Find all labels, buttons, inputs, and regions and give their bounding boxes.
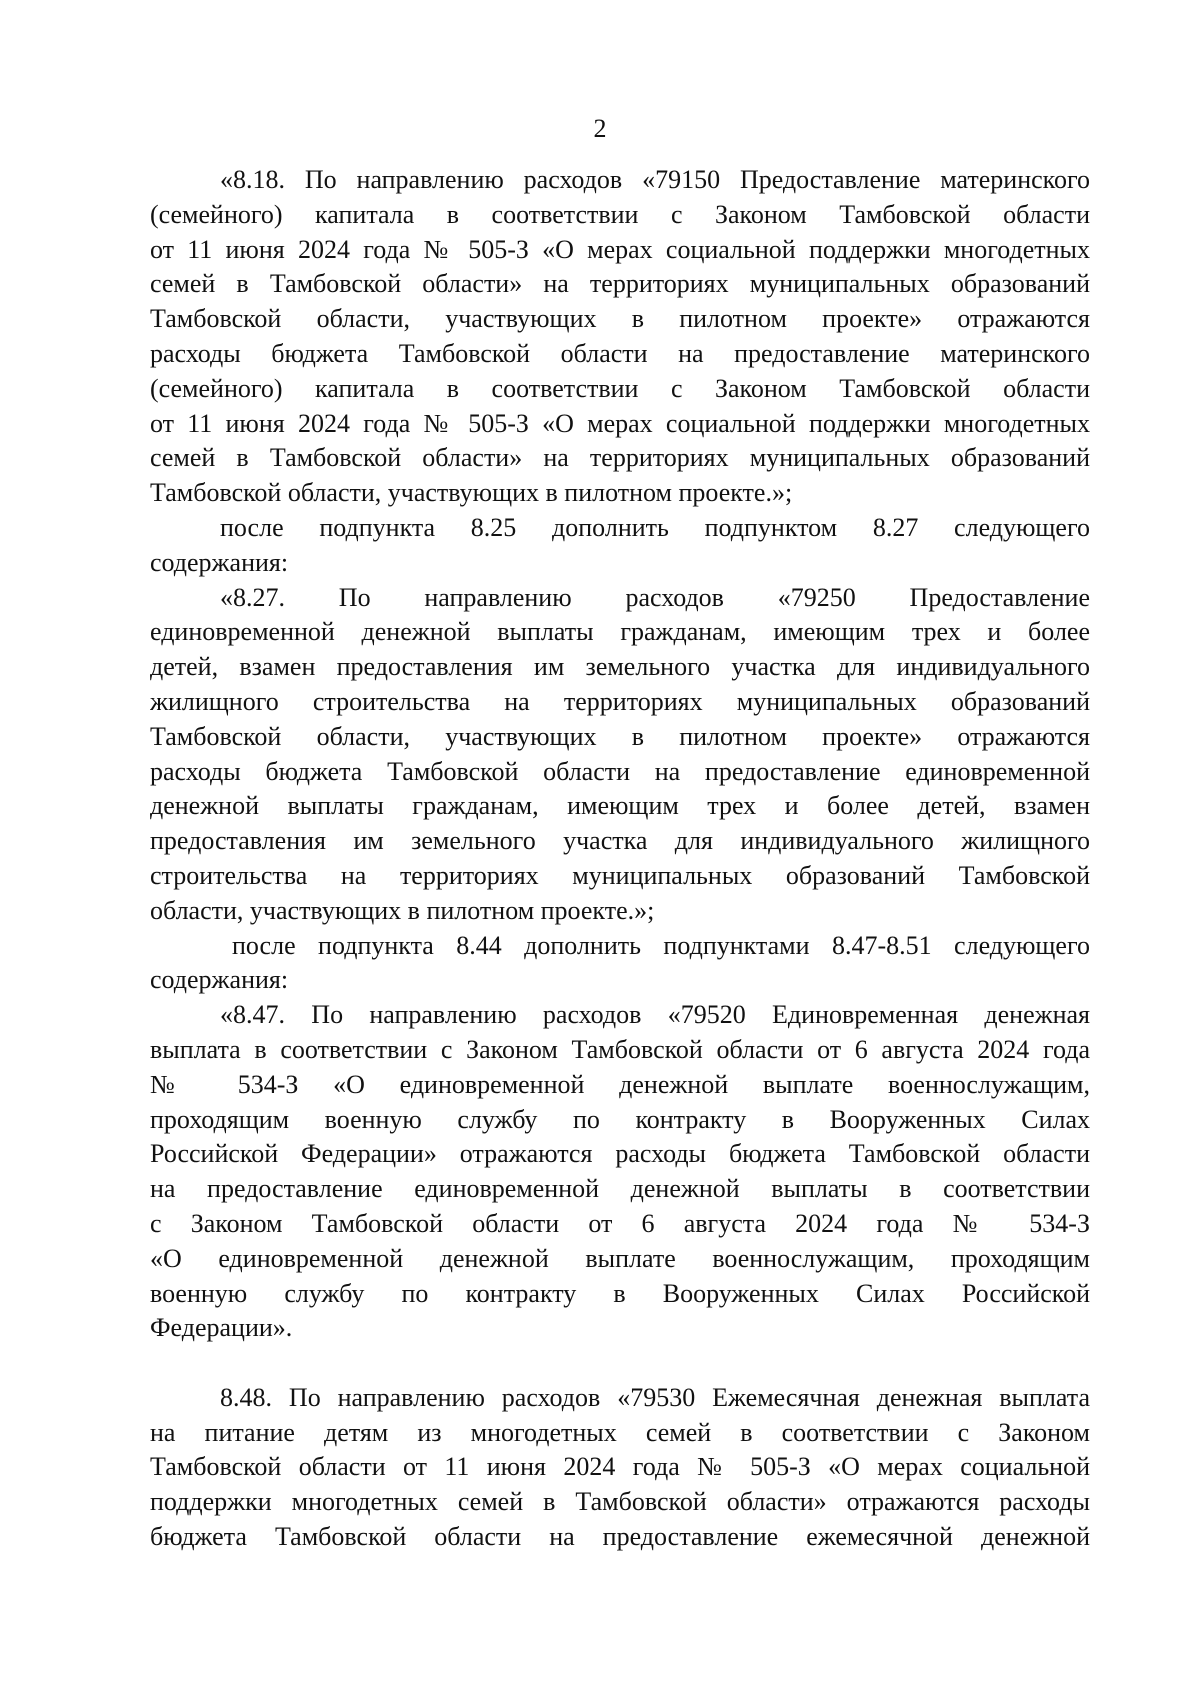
text-line: выплата в соответствии с Законом Тамбовской области от 6 августа 2024 года bbox=[150, 1034, 1090, 1064]
text-line: строительства на территориях муниципальных образований Тамбовской bbox=[150, 860, 1090, 890]
text-line: после подпункта 8.44 дополнить подпунктами 8.47-8.51 следующего bbox=[232, 930, 1090, 960]
text-line: жилищного строительства на территориях муниципальных образований bbox=[150, 686, 1090, 716]
text-line: «8.47. По направлению расходов «79520 Единовременная денежная bbox=[220, 1000, 1090, 1030]
text-line: поддержки многодетных семей в Тамбовской области» отражаются расходы bbox=[150, 1487, 1090, 1517]
text-line: № 534-З «О единовременной денежной выплате военнослужащим, bbox=[150, 1069, 1090, 1099]
text-line: «8.27. По направлению расходов «79250 Предоставление bbox=[220, 582, 1090, 612]
text-line: Тамбовской области, участвующих в пилотном проекте.»; bbox=[150, 478, 793, 508]
text-line: Российской Федерации» отражаются расходы бюджета Тамбовской области bbox=[150, 1139, 1090, 1169]
text-line: Тамбовской области, участвующих в пилотном проекте» отражаются bbox=[150, 721, 1090, 751]
text-line: семей в Тамбовской области» на территориях муниципальных образований bbox=[150, 269, 1090, 299]
text-line: семей в Тамбовской области» на территориях муниципальных образований bbox=[150, 443, 1090, 473]
text-line: от 11 июня 2024 года № 505-З «О мерах социальной поддержки многодетных bbox=[150, 408, 1090, 438]
text-line: на предоставление единовременной денежной выплаты в соответствии bbox=[150, 1174, 1090, 1204]
text-line: (семейного) капитала в соответствии с Законом Тамбовской области bbox=[150, 199, 1090, 229]
text-line: «О единовременной денежной выплате военнослужащим, проходящим bbox=[150, 1243, 1090, 1273]
text-line: денежной выплаты гражданам, имеющим трех и более детей, взамен bbox=[150, 791, 1090, 821]
text-line: «8.18. По направлению расходов «79150 Предоставление материнского bbox=[220, 165, 1090, 194]
text-line: содержания: bbox=[150, 965, 289, 995]
text-line: с Законом Тамбовской области от 6 августа 2024 года № 534-З bbox=[150, 1208, 1090, 1238]
text-line: (семейного) капитала в соответствии с Законом Тамбовской области bbox=[150, 373, 1090, 403]
text-line: Тамбовской области, участвующих в пилотном проекте» отражаются bbox=[150, 304, 1090, 334]
text-line: от 11 июня 2024 года № 505-З «О мерах социальной поддержки многодетных bbox=[150, 234, 1090, 264]
paragraph-gap bbox=[150, 1346, 1090, 1381]
text-line: 8.48. По направлению расходов «79530 Ежемесячная денежная выплата bbox=[220, 1382, 1090, 1412]
text-line: Федерации». bbox=[150, 1313, 293, 1343]
text-line: расходы бюджета Тамбовской области на предоставление материнского bbox=[150, 338, 1090, 368]
text-line: содержания: bbox=[150, 547, 289, 577]
document-body bbox=[150, 163, 1090, 1555]
text-line: проходящим военную службу по контракту в Вооруженных Силах bbox=[150, 1104, 1090, 1134]
text-line: предоставления им земельного участка для индивидуального жилищного bbox=[150, 826, 1090, 856]
text-line: после подпункта 8.25 дополнить подпунктом 8.27 следующего bbox=[220, 512, 1090, 542]
text-line: бюджета Тамбовской области на предоставление ежемесячной денежной bbox=[150, 1522, 1090, 1552]
page-number: 2 bbox=[593, 114, 607, 143]
text-line: детей, взамен предоставления им земельного участка для индивидуального bbox=[150, 652, 1090, 682]
text-line: расходы бюджета Тамбовской области на предоставление единовременной bbox=[150, 756, 1090, 786]
text-line: области, участвующих в пилотном проекте.»; bbox=[150, 895, 655, 925]
text-line: военную службу по контракту в Вооруженных Силах Российской bbox=[150, 1278, 1090, 1308]
text-line: Тамбовской области от 11 июня 2024 года № 505-З «О мерах социальной bbox=[150, 1452, 1090, 1482]
text-line: единовременной денежной выплаты гражданам, имеющим трех и более bbox=[150, 617, 1090, 647]
text-line: на питание детям из многодетных семей в соответствии с Законом bbox=[150, 1417, 1090, 1447]
